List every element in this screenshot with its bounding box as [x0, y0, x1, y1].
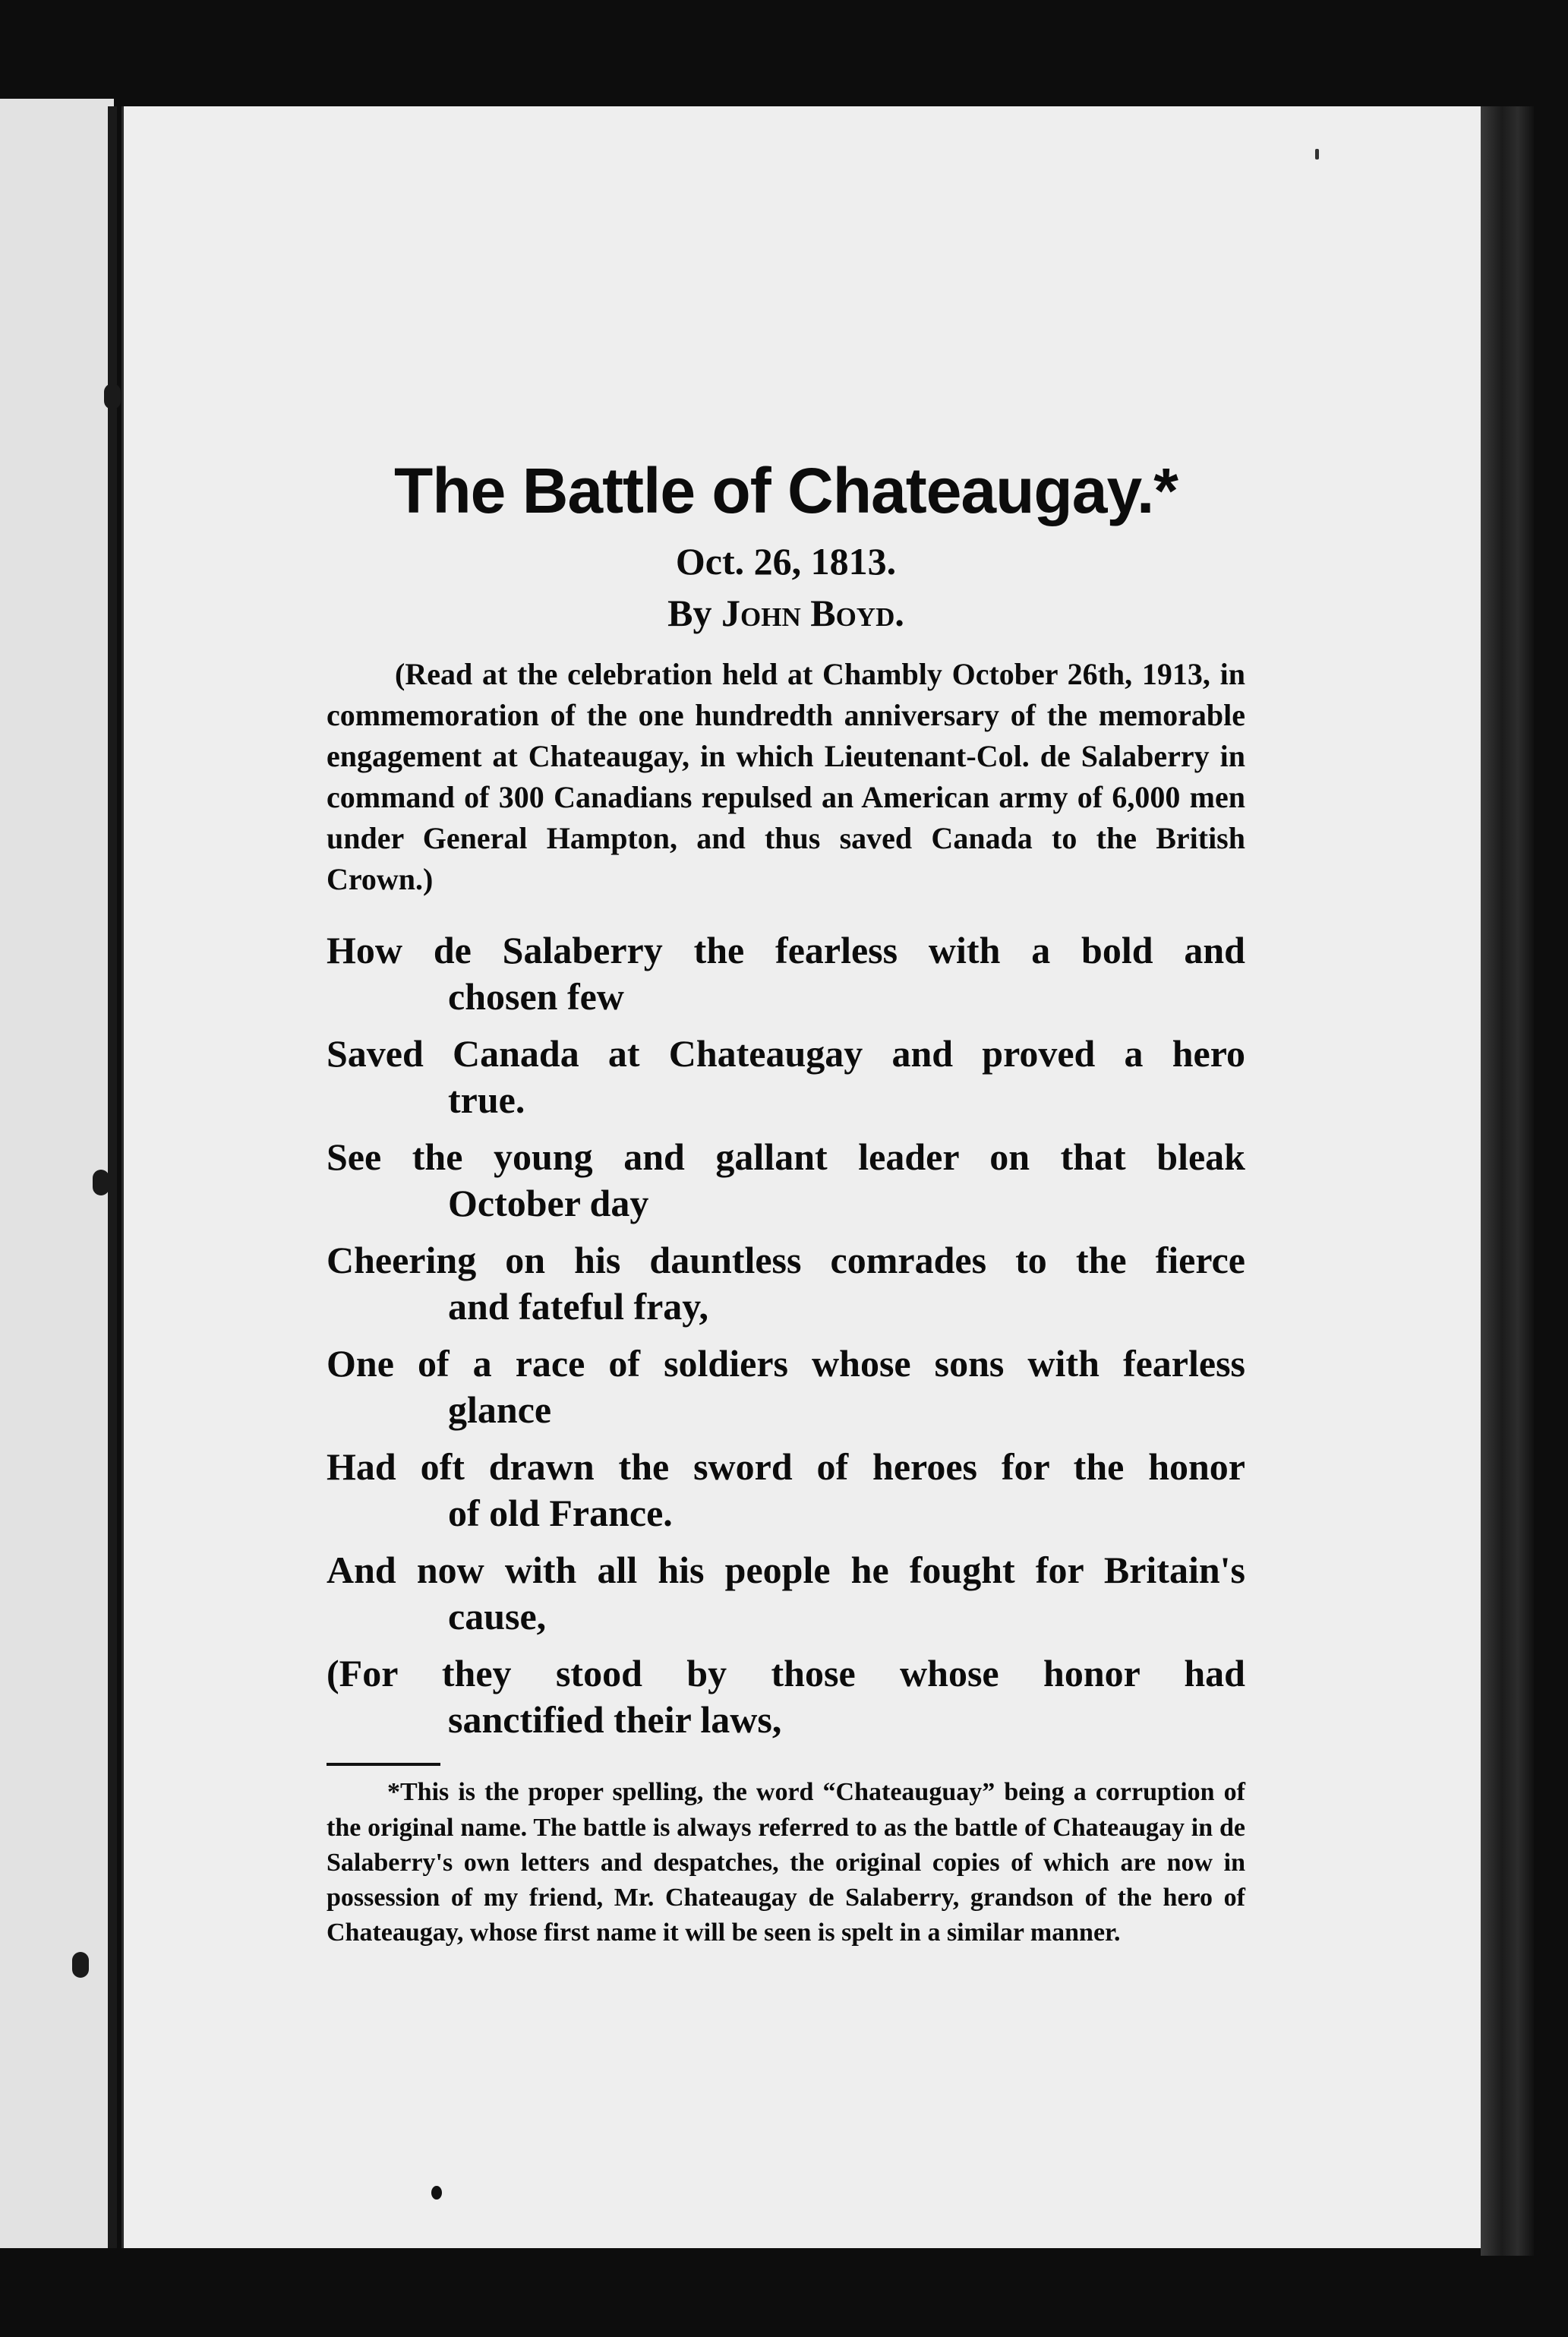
- gutter-mark: [104, 384, 121, 409]
- poem: [327, 927, 1245, 1743]
- poem-line-text: Cheering on his dauntless comrades to the fierce: [327, 1239, 1245, 1282]
- poem-line-text: How de Salaberry the fearless with a bold and: [327, 929, 1245, 972]
- byline-prefix: By: [667, 591, 712, 634]
- page-content: [327, 456, 1245, 1951]
- poem-line: [327, 927, 1245, 1020]
- poem-line-continuation: true.: [448, 1078, 525, 1122]
- poem-line-continuation: sanctified their laws,: [448, 1698, 782, 1742]
- intro-note: (Read at the celebration held at Chambly October 26th, 1913, in commemoration of the one hundredth anniversary of the memorable engagement at Chateaugay, in which Lieutenant-Col. de Salaberry in command of 300 Canadians repulsed an American army of 6,000 men under General Hampton, and thus saved Canada to the British Crown.): [327, 657, 1245, 897]
- poem-line: [327, 1547, 1245, 1640]
- footnote: *This is the proper spelling, the word “Chateauguay” being a corruption of the original name. The battle is always referred to as the battle of Chateaugay in de Salaberry's own letters and despatches, the original copies of which are now in possession of my friend, Mr. Chateaugay de Salaberry, grandson of the hero of Chateaugay, whose first name it will be seen is spelt in a similar manner.: [327, 1778, 1245, 1947]
- poem-line-text: Saved Canada at Chateaugay and proved a hero: [327, 1032, 1245, 1075]
- document-title: The Battle of Chateaugay.*: [394, 455, 1178, 526]
- poem-line-continuation: cause,: [448, 1595, 547, 1638]
- author-name: John Boyd.: [721, 591, 904, 634]
- gutter-mark: [72, 1952, 89, 1978]
- footnote-rule: [327, 1763, 440, 1766]
- scan-speck: [1315, 149, 1319, 159]
- poem-line: [327, 1650, 1245, 1743]
- poem-line-text: (For they stood by those whose honor had: [327, 1652, 1245, 1695]
- poem-line-continuation: glance: [448, 1388, 552, 1432]
- poem-line: [327, 1341, 1245, 1433]
- poem-line: [327, 1134, 1245, 1227]
- document-date: Oct. 26, 1813.: [675, 540, 897, 583]
- gutter-mark: [93, 1170, 109, 1195]
- poem-line-continuation: of old France.: [448, 1492, 673, 1535]
- poem-line: [327, 1031, 1245, 1123]
- poem-line: [327, 1237, 1245, 1330]
- poem-line-text: And now with all his people he fought for Britain's: [327, 1549, 1245, 1592]
- poem-line-text: See the young and gallant leader on that bleak: [327, 1135, 1245, 1179]
- poem-line-continuation: October day: [448, 1182, 649, 1225]
- ink-dot: [431, 2186, 442, 2200]
- byline: [327, 588, 1245, 640]
- poem-line-continuation: chosen few: [448, 975, 624, 1018]
- poem-line-continuation: and fateful fray,: [448, 1285, 709, 1328]
- poem-line-text: Had oft drawn the sword of heroes for the honor: [327, 1445, 1245, 1489]
- poem-line-text: One of a race of soldiers whose sons with fearless: [327, 1342, 1245, 1385]
- poem-line: [327, 1444, 1245, 1536]
- page-stack-edge: [1481, 106, 1534, 2256]
